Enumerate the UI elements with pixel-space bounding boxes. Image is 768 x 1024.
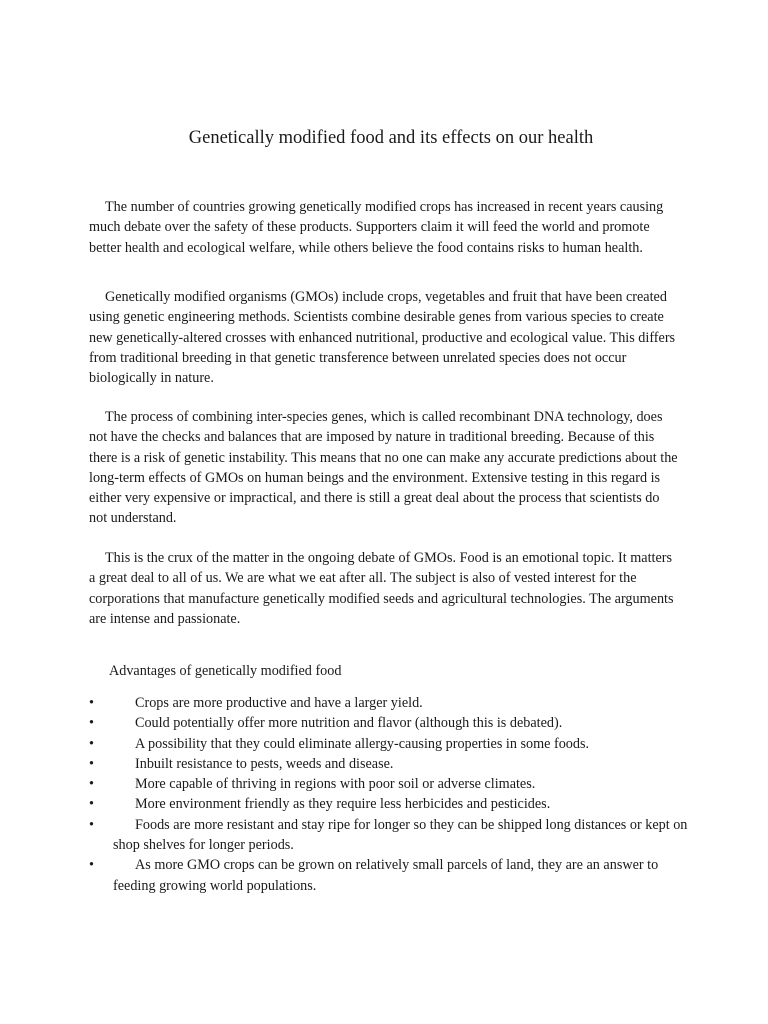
section-heading-advantages: Advantages of genetically modified food bbox=[109, 663, 342, 679]
bullet-icon: • bbox=[89, 857, 94, 874]
bullet-icon: • bbox=[89, 715, 94, 732]
list-item bbox=[89, 754, 689, 774]
bullet-icon: • bbox=[89, 796, 94, 813]
list-item-text: Foods are more resistant and stay ripe for longer so they can be shipped long distances or kept on shop shelves for longer periods. bbox=[113, 816, 688, 854]
bullet-icon: • bbox=[89, 776, 94, 793]
bullet-icon: • bbox=[89, 816, 94, 833]
list-item-text: More environment friendly as they require less herbicides and pesticides. bbox=[135, 796, 551, 813]
list-item bbox=[89, 774, 689, 794]
list-item-text: A possibility that they could eliminate allergy-causing properties in some foods. bbox=[135, 735, 590, 752]
document-title: Genetically modified food and its effects on our health bbox=[188, 128, 594, 148]
bullet-icon: • bbox=[89, 755, 94, 772]
list-item bbox=[89, 734, 689, 754]
list-item bbox=[89, 713, 689, 733]
list-item-text: Could potentially offer more nutrition and flavor (although this is debated). bbox=[135, 715, 563, 732]
paragraph-gmo-definition: Genetically modified organisms (GMOs) include crops, vegetables and fruit that have been created using genetic engineering methods. Scientists combine desirable genes from various species to create new genetically-altered crosses with enhanced nutritional, productive and ecological value. This differs from traditional breeding in that genetic transference between unrelated species does not occur biologically in nature. bbox=[89, 289, 676, 387]
paragraph-recombinant-dna: The process of combining inter-species genes, which is called recombinant DNA technology, does not have the checks and balances that are imposed by nature in traditional breeding. Because of this there is a risk of genetic instability. This means that no one can make any accurate predictions about the long-term effects of GMOs on human beings and the environment. Extensive testing in this regard is either very expensive or impractical, and there is still a great deal about the process that scientists do not understand. bbox=[89, 409, 678, 527]
advantages-list bbox=[89, 693, 689, 896]
list-item bbox=[89, 855, 689, 896]
list-item bbox=[89, 693, 689, 713]
list-item bbox=[89, 794, 689, 814]
paragraph-intro: The number of countries growing genetically modified crops has increased in recent years causing much debate over the safety of these products. Supporters claim it will feed the world and promote better health and ecological welfare, while others believe the food contains risks to human health. bbox=[89, 199, 664, 256]
list-item-text: More capable of thriving in regions with poor soil or adverse climates. bbox=[135, 776, 536, 793]
list-item bbox=[89, 815, 689, 856]
list-item-text: Inbuilt resistance to pests, weeds and disease. bbox=[135, 755, 394, 772]
list-item-text: Crops are more productive and have a larger yield. bbox=[135, 695, 423, 711]
paragraph-debate: This is the crux of the matter in the ongoing debate of GMOs. Food is an emotional topic. It matters a great deal to all of us. We are what we eat after all. The subject is also of vested interest for the corporations that manufacture genetically modified seeds and agricultural technologies. The arguments are intense and passionate. bbox=[89, 550, 674, 627]
bullet-icon: • bbox=[89, 735, 94, 752]
bullet-icon: • bbox=[89, 695, 94, 711]
list-item-text: As more GMO crops can be grown on relatively small parcels of land, they are an answer to feeding growing world populations. bbox=[113, 857, 659, 894]
